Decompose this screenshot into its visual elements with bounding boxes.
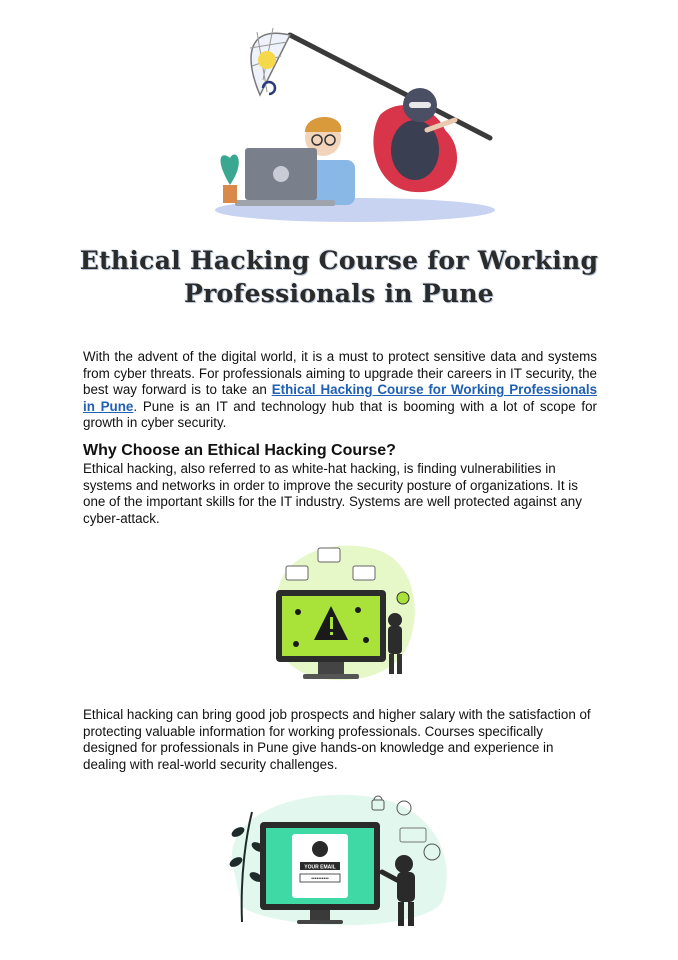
monitor-icon [260, 822, 380, 924]
page-title [40, 244, 638, 310]
course-link[interactable]: Ethical Hacking Course for Working Professionals in Pune [83, 382, 598, 414]
folder-icon [318, 548, 340, 562]
hacker-figure [388, 613, 402, 674]
plant-icon [221, 154, 239, 203]
section-paragraph: Ethical hacking, also referred to as white-hat hacking, is finding vulnerabilities in systems and networks in order to improve the security posture of organizations. It is one of the important skills for the IT industry. Systems are well protected against any cyber-attack. [83, 461, 582, 526]
section-heading: Why Choose an Ethical Hacking Course? [83, 442, 396, 459]
password-field-dots: •••••••••• [311, 876, 329, 882]
email-field-label: YOUR EMAIL [304, 864, 336, 871]
lightbulb-icon [258, 51, 276, 69]
intro-text-after: . Pune is an IT and technology hub that is booming with a lot of scope for growth in cyber security. [83, 398, 598, 431]
title-line-2: Professionals in Pune [183, 279, 494, 308]
user-avatar-icon [312, 841, 328, 857]
at-sign-icon [263, 82, 275, 94]
intro-paragraph [83, 349, 597, 432]
hero-illustration [205, 20, 505, 232]
intro-text-before: With the advent of the digital world, it is a must to protect sensitive data and systems from cyber threats. For professionals aiming to upgrade their careers in IT security, the best way forward is to take an [83, 349, 597, 398]
closing-paragraph: Ethical hacking can bring good job prospects and higher salary with the satisfaction of protecting valuable information for working professionals. Courses specifically designed for professionals in Pune give hands-on knowledge and experience in dealing with real-world security challenges. [83, 707, 591, 772]
title-line-1: Ethical Hacking Course for Working [79, 246, 599, 275]
dollar-icon [397, 592, 409, 604]
phishing-login-illustration [222, 792, 462, 932]
security-warning-illustration [258, 540, 420, 692]
